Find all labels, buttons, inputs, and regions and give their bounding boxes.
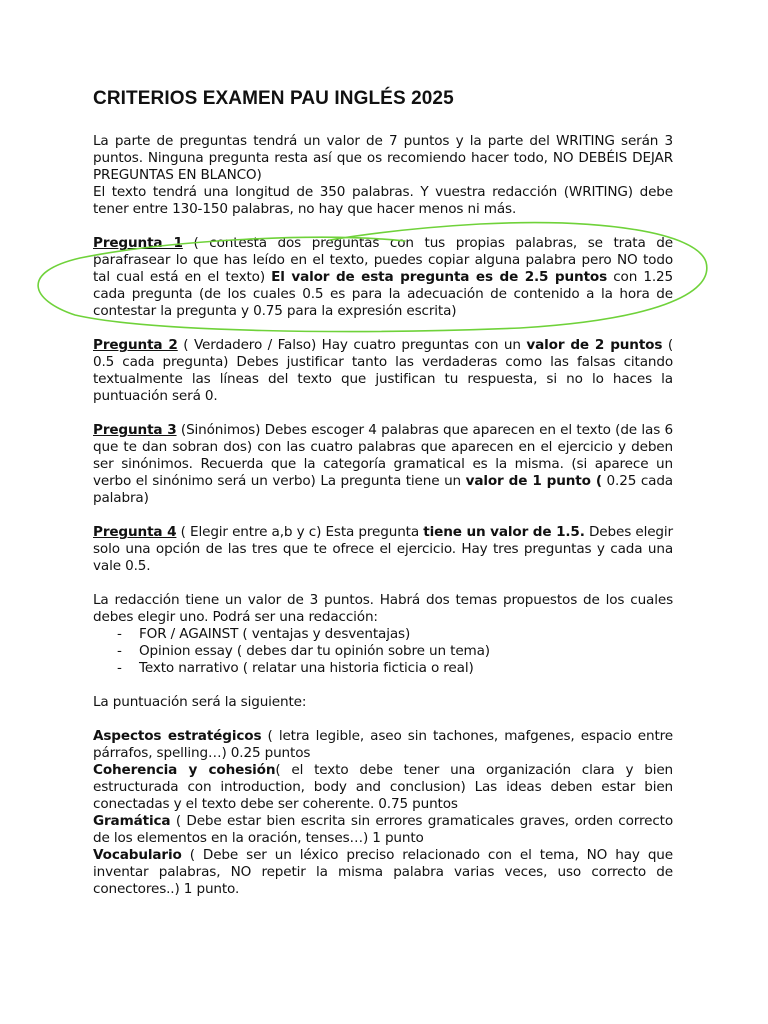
list-dash: -	[117, 626, 122, 642]
question-3-detail: 0.25 cada palabra)	[93, 473, 673, 506]
document-title: CRITERIOS EXAMEN PAU INGLÉS 2025	[93, 88, 454, 109]
question-2-label: Pregunta 2	[93, 337, 178, 353]
list-item	[117, 660, 673, 677]
criterion-strategic	[93, 728, 673, 762]
question-3-label: Pregunta 3	[93, 422, 177, 438]
question-4-detail: Debes elegir solo una opción de las tres que te ofrece el ejercicio. Hay tres preguntas y cada una vale 0.5.	[93, 524, 673, 574]
criterion-grammar	[93, 813, 673, 847]
criterion-text: ( letra legible, aseo sin tachones, mafgenes, espacio entre párrafos, spelling…) 0.25 puntos	[93, 728, 673, 761]
question-4-value: tiene un valor de 1.5.	[423, 524, 585, 540]
question-2-text: ( Verdadero / Falso) Hay cuatro preguntas con un	[177, 337, 527, 353]
question-1-paragraph	[93, 235, 673, 320]
question-3-text: (Sinónimos) Debes escoger 4 palabras que aparecen en el texto (de las 6 que te dan sobran dos) con las cuatro palabras que aparecen en el ejercicio y deben ser sinónimos. Recuerda que la categoría gramatical es la misma. (si aparece un verbo el sinónimo será un verbo) La pregunta tiene un	[93, 422, 673, 489]
question-4-text: ( Elegir entre a,b y c) Esta pregunta	[176, 524, 424, 540]
criterion-label: Vocabulario	[93, 847, 182, 863]
document-page	[93, 86, 673, 898]
criterion-coherence	[93, 762, 673, 813]
question-3-paragraph	[93, 422, 673, 507]
criterion-vocabulary	[93, 847, 673, 898]
scoring-intro: La puntuación será la siguiente:	[93, 694, 307, 710]
question-2-value: valor de 2 puntos	[526, 337, 663, 353]
intro-paragraph	[93, 133, 673, 218]
question-3-value: valor de 1 punto (	[465, 473, 602, 489]
question-1-text: ( contesta dos preguntas con tus propias palabras, se trata de parafrasear lo que has leído en el texto, puedes copiar alguna palabra pero NO todo tal cual está en el texto)	[93, 235, 673, 285]
criterion-text: ( Debe estar bien escrita sin errores gramaticales graves, orden correcto de los elementos en la oración, tenses…) 1 punto	[93, 813, 673, 846]
list-item	[117, 643, 673, 660]
question-2-paragraph	[93, 337, 673, 405]
writing-option-label: FOR / AGAINST ( ventajas y desventajas)	[139, 626, 411, 642]
criterion-text: ( Debe ser un léxico preciso relacionado con el tema, NO hay que inventar palabras, NO repetir la misma palabra varias veces, uso correcto de conectores..) 1 punto.	[93, 847, 673, 897]
list-dash: -	[117, 660, 122, 676]
criterion-label: Aspectos estratégicos	[93, 728, 262, 744]
question-4-paragraph	[93, 524, 673, 575]
intro-text-2: El texto tendrá una longitud de 350 palabras. Y vuestra redacción (WRITING) debe tener entre 130-150 palabras, no hay que hacer menos ni más.	[93, 184, 673, 217]
question-1-detail: con 1.25 cada pregunta (de los cuales 0.5 es para la adecuación de contenido a la hora de contestar la pregunta y 0.75 para la expresión escrita)	[93, 269, 673, 319]
question-1-value: El valor de esta pregunta es de 2.5 puntos	[271, 269, 608, 285]
question-2-detail: ( 0.5 cada pregunta) Debes justificar tanto las verdaderas como las falsas citando textualmente las líneas del texto que justifican tu respuesta, si no lo haces la puntuación será 0.	[93, 337, 674, 404]
writing-options-list	[93, 626, 673, 677]
criterion-label: Gramática	[93, 813, 171, 829]
writing-option-label: Opinion essay ( debes dar tu opinión sobre un tema)	[139, 643, 490, 659]
intro-text-1: La parte de preguntas tendrá un valor de 7 puntos y la parte del WRITING serán 3 puntos. Ninguna pregunta resta así que os recomiendo hacer todo, NO DEBÉIS DEJAR PREGUNTAS EN BLANCO)	[93, 133, 673, 183]
writing-intro: La redacción tiene un valor de 3 puntos. Habrá dos temas propuestos de los cuales debes elegir uno. Podrá ser una redacción:	[93, 592, 673, 625]
list-dash: -	[117, 643, 122, 659]
list-item	[117, 626, 673, 643]
writing-option-label: Texto narrativo ( relatar una historia ficticia o real)	[139, 660, 474, 676]
criterion-label: Coherencia y cohesión	[93, 762, 276, 778]
question-4-label: Pregunta 4	[93, 524, 177, 540]
criterion-text: ( el texto debe tener una organización clara y bien estructurada con introduction, body and conclusion) Las ideas deben estar bien conectadas y el texto debe ser coherente. 0.75 puntos	[93, 762, 673, 812]
question-1-label: Pregunta 1	[93, 235, 183, 251]
